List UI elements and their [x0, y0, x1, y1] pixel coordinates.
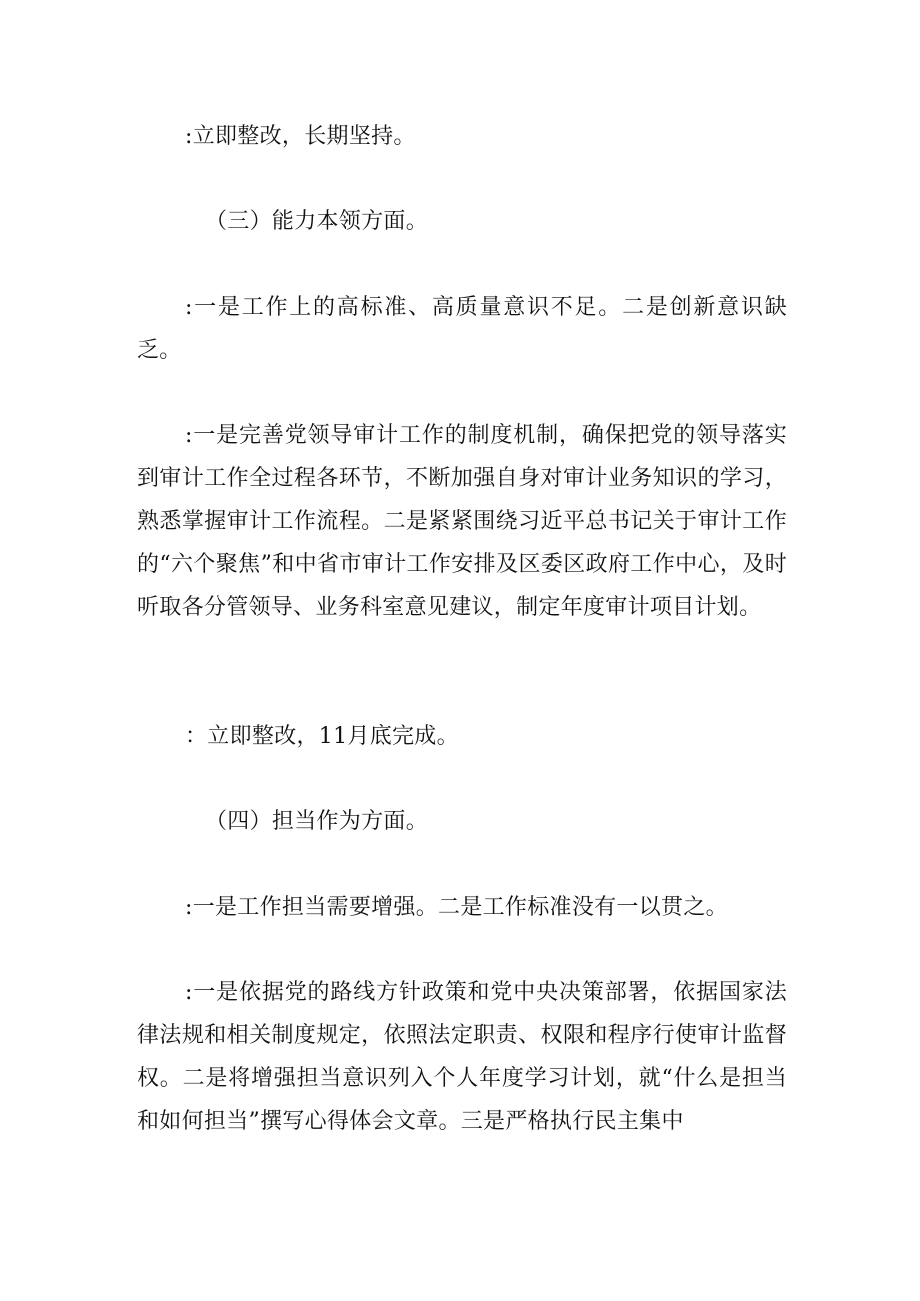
- paragraph-responsibility-problems: :一是工作担当需要增强。二是工作标准没有一以贯之。: [185, 895, 728, 920]
- paragraph-responsibility-measures: :一是依据党的路线方针政策和党中央决策部署，依据国家法律法规和相关制度规定，依照法定职责、权限和程序行使审计监督权。二是将增强担当意识列入个人年度学习计划，就“什么是担当和如何担当”撰写心得体会文章。三是严格执行民主集中: [137, 980, 787, 1134]
- paragraph-rectification-long-term: :立即整改，长期坚持。: [185, 124, 416, 149]
- paragraph-ability-measures: :一是完善党领导审计工作的制度机制，确保把党的领导落实到审计工作全过程各环节，不断加强自身对审计业务知识的学习，熟悉掌握审计工作流程。二是紧紧围绕习近平总书记关于审计工作的“六个聚焦”和中省市审计工作安排及区委区政府工作中心，及时听取各分管领导、业务科室意见建议，制定年度审计项目计划。: [137, 423, 787, 620]
- section-heading-ability: （三）能力本领方面。: [205, 209, 429, 234]
- paragraph-ability-problems: :一是工作上的高标准、高质量意识不足。二是创新意识缺乏。: [137, 295, 787, 363]
- section-heading-responsibility: （四）担当作为方面。: [205, 809, 429, 834]
- paragraph-rectification-deadline: ：立即整改，11月底完成。: [185, 724, 459, 749]
